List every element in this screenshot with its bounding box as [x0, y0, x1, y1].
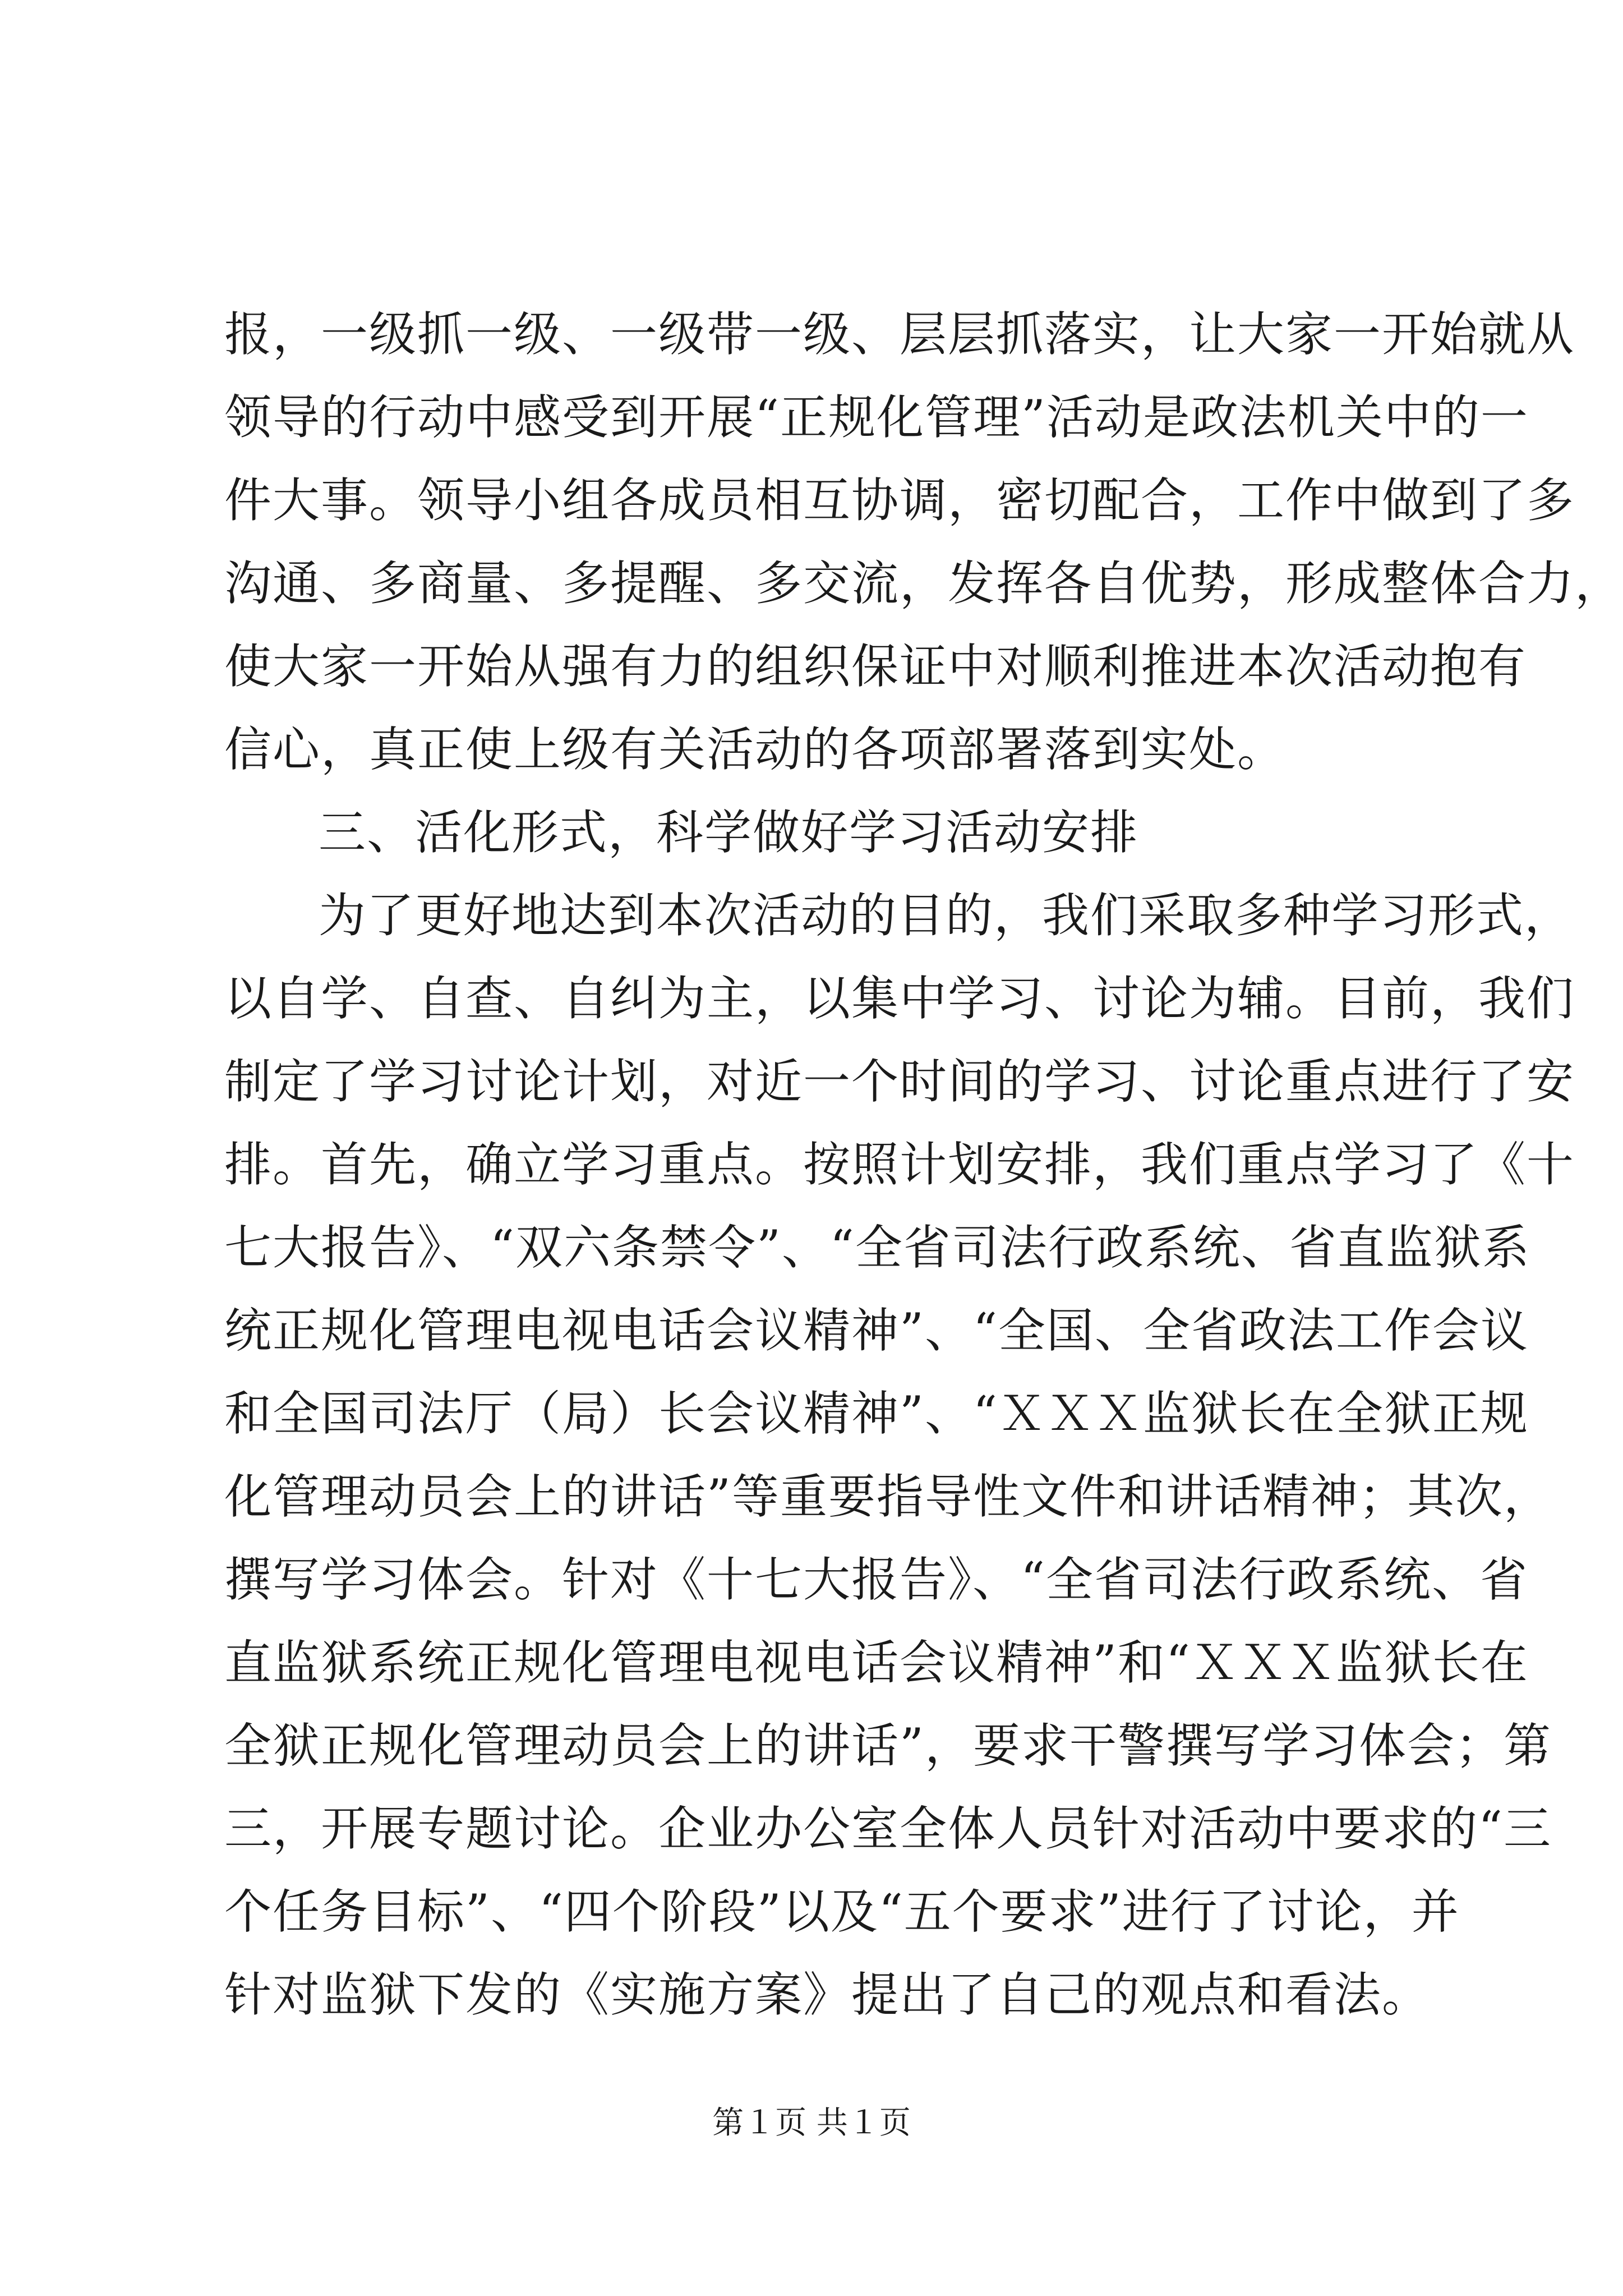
paragraph-line: 三，开展专题讨论。企业办公室全体人员针对活动中要求的“三 [224, 1801, 1552, 1856]
paragraph-line: 报，一级抓一级、一级带一级、层层抓落实，让大家一开始就从 [224, 307, 1575, 362]
paragraph-line: 领导的行动中感受到开展“正规化管理”活动是政法机关中的一 [224, 390, 1529, 445]
body-paragraph-1 [224, 293, 1623, 791]
paragraph-line: 以自学、自查、自纠为主，以集中学习、讨论为辅。目前，我们 [224, 971, 1575, 1026]
page-footer [0, 2101, 1623, 2146]
paragraph-line: 统正规化管理电视电话会议精神”、“全国、全省政法工作会议 [224, 1303, 1529, 1358]
body-paragraph-2 [224, 874, 1575, 2036]
paragraph-line: 化管理动员会上的讲话”等重要指导性文件和讲话精神；其次， [224, 1469, 1552, 1524]
paragraph-line: 沟通、多商量、多提醒、多交流，发挥各自优势，形成整体合力， [224, 556, 1623, 611]
paragraph-line: 信心，真正使上级有关活动的各项部署落到实处。 [224, 722, 1286, 777]
paragraph-line: 件大事。领导小组各成员相互协调，密切配合，工作中做到了多 [224, 473, 1575, 528]
section-heading [224, 791, 1408, 874]
paragraph-line: 和全国司法厅（局）长会议精神”、“ＸＸＸ监狱长在全狱正规 [224, 1386, 1529, 1441]
paragraph-line: 七大报告》、“双六条禁令”、“全省司法行政系统、省直监狱系 [224, 1220, 1530, 1275]
paragraph-line: 直监狱系统正规化管理电视电话会议精神”和“ＸＸＸ监狱长在 [224, 1635, 1529, 1690]
page-number-label: 第１页 共１页 [712, 2105, 911, 2141]
paragraph-line: 制定了学习讨论计划，对近一个时间的学习、讨论重点进行了安 [224, 1054, 1575, 1109]
paragraph-line: 为了更好地达到本次活动的目的，我们采取多种学习形式， [319, 888, 1573, 943]
paragraph-line: 使大家一开始从强有力的组织保证中对顺利推进本次活动抱有 [224, 639, 1527, 694]
paragraph-line: 个任务目标”、“四个阶段”以及“五个要求”进行了讨论，并 [224, 1884, 1460, 1939]
paragraph-line: 针对监狱下发的《实施方案》提出了自己的观点和看法。 [224, 1967, 1431, 2022]
paragraph-line: 全狱正规化管理动员会上的讲话”，要求干警撰写学习体会；第 [224, 1718, 1552, 1773]
paragraph-line: 排。首先，确立学习重点。按照计划安排，我们重点学习了《十 [224, 1137, 1575, 1192]
paragraph-line: 撰写学习体会。针对《十七大报告》、“全省司法行政系统、省 [224, 1552, 1528, 1607]
section-heading-text: 三、活化形式，科学做好学习活动安排 [319, 805, 1139, 860]
